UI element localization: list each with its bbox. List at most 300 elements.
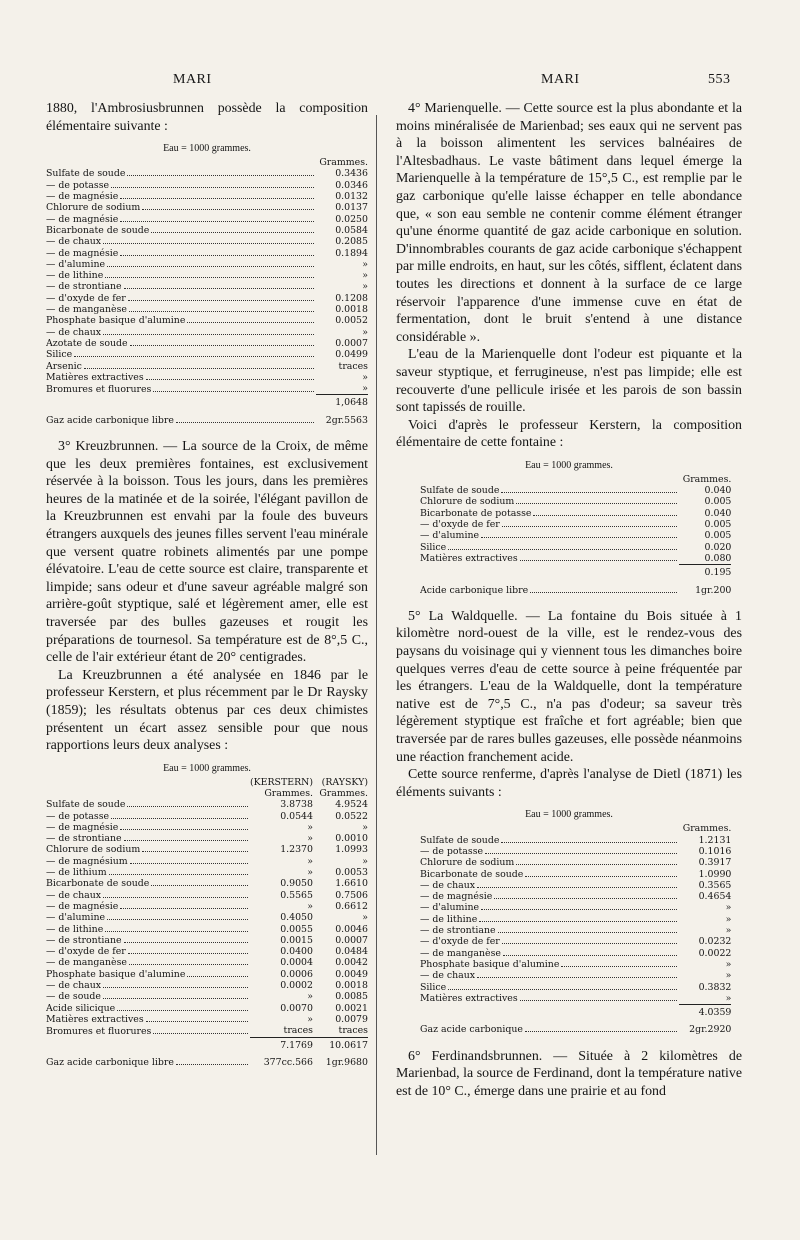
- row-label: — de chaux: [46, 236, 102, 248]
- row-value: 0.0004: [280, 957, 313, 969]
- row-value: »: [725, 913, 732, 925]
- dot-leader: [103, 334, 314, 335]
- table-row: [420, 891, 731, 902]
- table-row: [46, 890, 368, 901]
- row-value: 1.0993: [335, 844, 368, 856]
- row-label: — de magnésie: [46, 900, 119, 912]
- dot-leader: [142, 851, 248, 852]
- table-total: 4.0359: [679, 1005, 731, 1019]
- table-row: [46, 833, 368, 844]
- table-row: [420, 519, 731, 530]
- dot-leader: [120, 255, 314, 256]
- row-label: — de chaux: [420, 879, 476, 891]
- paragraph: La Kreuzbrunnen a été analysée en 1846 par le professeur Kerstern, et plus récemment par le Dr Raysky (1859); les résultats obtenus par ces deux chimistes présentent un écart assez sensible pour que nous rapportions leurs deux analyses :: [46, 667, 368, 754]
- row-value: 0.0484: [335, 946, 368, 958]
- dot-leader: [525, 876, 677, 877]
- table-row: [420, 508, 731, 519]
- table-row: [46, 924, 368, 935]
- dot-leader: [481, 909, 677, 910]
- row-label: — de lithine: [46, 923, 104, 935]
- row-label: — d'alumine: [46, 258, 106, 270]
- table-row: [46, 811, 368, 822]
- row-label: — de chaux: [46, 889, 102, 901]
- table-row: [46, 281, 368, 292]
- row-label: — de potasse: [46, 810, 110, 822]
- row-value: »: [725, 902, 732, 914]
- table-row: [46, 991, 368, 1002]
- table-caption: Eau = 1000 grammes.: [163, 143, 251, 155]
- row-value: 0.5565: [280, 889, 313, 901]
- table-row: [46, 236, 368, 247]
- dot-leader: [107, 266, 314, 267]
- row-value: 0.005: [704, 519, 732, 531]
- row-label: Chlorure de sodium: [46, 844, 141, 856]
- row-value: »: [362, 912, 368, 924]
- row-value: 0.0232: [698, 936, 732, 948]
- table-row: [46, 214, 368, 225]
- dot-leader: [494, 898, 677, 899]
- table-row: [46, 935, 368, 946]
- table-row: [420, 869, 731, 880]
- row-value: 0.1016: [698, 845, 732, 857]
- row-value: »: [362, 371, 368, 383]
- row-label: — de chaux: [46, 326, 102, 338]
- table-row: [46, 327, 368, 338]
- dot-leader: [187, 322, 314, 323]
- dot-leader: [151, 232, 314, 233]
- table-row: [420, 925, 731, 936]
- dot-leader: [109, 874, 248, 875]
- row-value: 0.0002: [280, 980, 313, 992]
- row-value: »: [362, 855, 368, 867]
- gas-value: 2gr.2920: [689, 1024, 732, 1036]
- dot-leader: [130, 345, 314, 346]
- table-row: [46, 878, 368, 889]
- dot-leader: [107, 919, 248, 920]
- row-label: Acide silicique: [46, 1002, 116, 1014]
- row-value: 0.7506: [335, 889, 368, 901]
- table-row: [420, 936, 731, 947]
- table-row: [46, 1014, 368, 1025]
- table-row: [420, 857, 731, 868]
- row-value: 0.4654: [698, 891, 732, 903]
- dot-leader: [142, 209, 314, 210]
- dot-leader: [481, 537, 677, 538]
- dot-leader: [520, 560, 678, 561]
- row-label: Chlorure de sodium: [420, 857, 515, 869]
- row-value: traces: [338, 360, 368, 372]
- table-row: [420, 530, 731, 541]
- table-row: [420, 496, 731, 507]
- row-value: 0.040: [704, 507, 732, 519]
- dot-leader: [128, 300, 314, 301]
- row-value: 0.0070: [280, 1002, 313, 1014]
- row-value: »: [362, 270, 368, 282]
- unit-label: Grammes.: [264, 788, 313, 799]
- row-label: — de chaux: [46, 980, 102, 992]
- table-row: [420, 902, 731, 913]
- row-label: — de strontiane: [46, 934, 122, 946]
- table-row: [46, 259, 368, 270]
- dot-leader: [151, 885, 248, 886]
- table-row: [420, 880, 731, 891]
- row-label: — d'alumine: [420, 530, 480, 542]
- row-label: — de strontiane: [46, 281, 122, 293]
- row-label: — de magnésie: [46, 213, 119, 225]
- table-row: [46, 202, 368, 213]
- composition-table: [420, 474, 731, 596]
- row-label: — de chaux: [420, 970, 476, 982]
- row-label: Bicarbonate de soude: [46, 224, 150, 236]
- row-label: Sulfate de soude: [46, 799, 126, 811]
- unit-label: Grammes.: [319, 157, 368, 169]
- row-label: — d'oxyde de fer: [46, 946, 126, 958]
- row-value: »: [307, 833, 313, 845]
- row-value: 0.9050: [280, 878, 313, 890]
- header-center: MARI: [541, 72, 580, 87]
- row-value: »: [725, 925, 732, 937]
- row-value: 0.0007: [335, 934, 368, 946]
- right-column: [396, 100, 742, 1101]
- row-value: »: [362, 326, 368, 338]
- row-value: 0.0042: [335, 957, 368, 969]
- table-caption: Eau = 1000 grammes.: [525, 809, 613, 821]
- gas-label: Gaz acide carbonique: [420, 1024, 523, 1036]
- row-value: 0.0015: [280, 934, 313, 946]
- paragraph: 4° Marienquelle. — Cette source est la plus abondante et la moins minéralisée de Marienbad; ses eaux qui ne servent pas à la boisson alimentent les services balnéaires de l'Altesbadhaus. Le vaste bâtiment dans lequel émerge la Marienquelle à la température de 15°,5 C., est remplie par le gaz carbonique qu'elle laisse échapper en telle abondance que, « son eau semble ne contenir comme élément étranger qu'une énorme quantité de gaz acide carbonique en solution. D'innombrables courants de gaz acide carbonique s'échappent par mille endroits, en haut, sur les côtés, sifflent, éclatent dans toutes les directions et donnent à la surface de ce large réservoir l'apparence d'une immense cuve en état de fermentation, dont le bruit s'entend à une distance considérable ».: [396, 101, 742, 345]
- row-value: 0.040: [704, 485, 732, 497]
- row-label: Silice: [420, 981, 447, 993]
- table-row: [46, 867, 368, 878]
- row-label: — de lithium: [46, 867, 107, 879]
- table-row: [420, 970, 731, 981]
- unit-label: Grammes.: [319, 788, 368, 799]
- paragraph: 1880, l'Ambrosiusbrunnen possède la composition élémentaire suivante :: [46, 101, 368, 134]
- row-value: 0.3436: [335, 168, 368, 180]
- dot-leader: [502, 526, 678, 527]
- dot-leader: [124, 942, 248, 943]
- table-row: [420, 835, 731, 846]
- row-label: — de strontiane: [46, 833, 122, 845]
- dot-leader: [103, 243, 314, 244]
- table-total: 7.1769: [250, 1037, 313, 1051]
- table-row: [420, 959, 731, 970]
- row-value: 0.0522: [335, 810, 368, 822]
- table-row: [420, 993, 731, 1005]
- row-value: 0.0021: [335, 1002, 368, 1014]
- table-row: [46, 372, 368, 383]
- dot-leader: [485, 853, 677, 854]
- dot-leader: [105, 931, 248, 932]
- row-label: — d'oxyde de fer: [420, 936, 500, 948]
- table-row: [46, 969, 368, 980]
- row-label: — d'oxyde de fer: [420, 519, 500, 531]
- row-value: 0.0052: [335, 315, 368, 327]
- table-row: [46, 1003, 368, 1014]
- table-total: 0.195: [679, 565, 731, 579]
- composition-table: [46, 777, 368, 1068]
- table-row: [46, 822, 368, 833]
- table-row: [46, 957, 368, 968]
- table-row: [46, 293, 368, 304]
- row-label: — de magnésie: [46, 191, 119, 203]
- row-value: 0.0053: [335, 867, 368, 879]
- row-label: Matières extractives: [420, 553, 518, 565]
- unit-label: Grammes.: [682, 823, 732, 835]
- row-label: Silice: [46, 349, 73, 361]
- table-row: [46, 168, 368, 179]
- row-value: 0.0049: [335, 968, 368, 980]
- row-value: 0.0055: [280, 923, 313, 935]
- dot-leader: [130, 863, 248, 864]
- table-row: [420, 982, 731, 993]
- row-value: 0.3832: [698, 981, 732, 993]
- row-value: »: [307, 1013, 313, 1025]
- dot-leader: [103, 987, 248, 988]
- dot-leader: [127, 806, 248, 807]
- row-value: 1.2131: [698, 834, 732, 846]
- dot-leader: [516, 864, 677, 865]
- table-row: [46, 946, 368, 957]
- table-row: [46, 799, 368, 810]
- table-row: [46, 980, 368, 991]
- table-row: [46, 844, 368, 855]
- row-value: 0.005: [704, 496, 732, 508]
- table-total: 10.0617: [313, 1037, 368, 1051]
- dot-leader: [120, 221, 314, 222]
- dot-leader: [448, 989, 677, 990]
- dot-leader: [479, 921, 677, 922]
- row-value: 0.0018: [335, 980, 368, 992]
- dot-leader: [187, 976, 248, 977]
- dot-leader: [503, 955, 677, 956]
- row-label: Sulfate de soude: [420, 485, 500, 497]
- row-label: Matières extractives: [420, 993, 518, 1005]
- dot-leader: [477, 887, 677, 888]
- row-value: 1.0990: [698, 868, 732, 880]
- dot-leader: [74, 356, 314, 357]
- row-label: — de strontiane: [420, 925, 496, 937]
- dot-leader: [448, 549, 677, 550]
- row-label: — de magnésium: [46, 855, 128, 867]
- row-value: »: [307, 821, 313, 833]
- dot-leader: [501, 842, 677, 843]
- row-value: 0.020: [704, 541, 732, 553]
- row-value: »: [307, 867, 313, 879]
- table-row: [46, 361, 368, 372]
- gas-label: Gaz acide carbonique libre: [46, 1056, 174, 1068]
- row-value: 0.080: [704, 552, 732, 564]
- row-value: 0.4050: [280, 912, 313, 924]
- page-number: 553: [708, 72, 731, 87]
- row-value: traces: [338, 1025, 368, 1037]
- table-row: [46, 270, 368, 281]
- table-row: [46, 856, 368, 867]
- table-row: [420, 542, 731, 553]
- row-label: — d'alumine: [46, 912, 106, 924]
- table-row: [46, 225, 368, 236]
- paragraph: 6° Ferdinandsbrunnen. — Située à 2 kilomètres de Marienbad, la source de Ferdinand, dont la température native est de 10° C., émerge dans une prairie et au fond: [396, 1048, 742, 1099]
- gas-value: 377cc.566: [263, 1056, 313, 1068]
- table-row: [46, 912, 368, 923]
- row-label: Silice: [420, 541, 447, 553]
- table-row: [420, 846, 731, 857]
- table-row: [46, 191, 368, 202]
- dot-leader: [105, 277, 314, 278]
- row-value: 1.2370: [280, 844, 313, 856]
- row-value: 3.8738: [280, 799, 313, 811]
- paragraph: Cette source renferme, d'après l'analyse de Dietl (1871) les éléments suivants :: [396, 767, 742, 800]
- composition-table: [46, 157, 368, 426]
- row-label: — de manganèse: [46, 304, 127, 316]
- row-value: 0.0544: [280, 810, 313, 822]
- row-value: 0.005: [704, 530, 732, 542]
- table-row: [46, 180, 368, 191]
- row-value: 0.0046: [335, 923, 368, 935]
- row-value: 0.6612: [335, 900, 368, 912]
- dot-leader: [520, 1000, 678, 1001]
- dot-leader: [111, 818, 248, 819]
- row-value: 0.0018: [335, 304, 368, 316]
- table-caption: Eau = 1000 grammes.: [525, 459, 613, 471]
- dot-leader: [120, 198, 314, 199]
- row-label: Sulfate de soude: [46, 168, 126, 180]
- row-label: — d'oxyde de fer: [46, 292, 126, 304]
- column-header: (KERSTERN): [249, 776, 313, 788]
- row-value: 0.0400: [280, 946, 313, 958]
- dot-leader: [120, 908, 248, 909]
- dot-leader: [120, 829, 248, 830]
- paragraph: Voici d'après le professeur Kerstern, la composition élémentaire de cette fontaine :: [396, 417, 742, 451]
- row-label: Matières extractives: [46, 1013, 144, 1025]
- row-label: — de lithine: [420, 913, 478, 925]
- table-row: [46, 315, 368, 326]
- gas-label: Acide carbonique libre: [420, 584, 529, 596]
- row-value: 0.0499: [335, 349, 368, 361]
- row-value: 0.0085: [335, 991, 368, 1003]
- dot-leader: [153, 1033, 248, 1034]
- column-divider: [376, 115, 377, 1155]
- row-label: Matières extractives: [46, 371, 144, 383]
- row-value: »: [307, 900, 313, 912]
- dot-leader: [498, 932, 678, 933]
- row-value: 1.6610: [335, 878, 368, 890]
- row-value: »: [362, 281, 368, 293]
- row-label: — de lithine: [46, 270, 104, 282]
- row-value: 0.0584: [335, 224, 368, 236]
- row-label: Chlorure de sodium: [46, 202, 141, 214]
- row-value: 0.0132: [335, 191, 368, 203]
- table-row: [46, 338, 368, 349]
- unit-label: Grammes.: [682, 473, 732, 485]
- dot-leader: [124, 288, 314, 289]
- dot-leader: [103, 998, 248, 999]
- table-caption: Eau = 1000 grammes.: [163, 762, 251, 774]
- header-left: MARI: [173, 72, 212, 87]
- row-value: »: [725, 992, 732, 1004]
- dot-leader: [477, 977, 677, 978]
- table-row: [420, 948, 731, 959]
- dot-leader: [128, 953, 248, 954]
- paragraph: 3° Kreuzbrunnen. — La source de la Croix, de même que les deux premières fontaines, est exclusivement réservée à la boisson. Tous les jours, dans les premières heures de la matinée et de la soirée, l'élégant pavillon de la Kreuzbrunnen est envahi par la foule des buveurs étrangers auxquels des jeunes filles servent l'eau minérale que versent quatre robinets alimentés par une pompe élévatoire. L'eau de cette source est claire, transparente et limpide; sans odeur et d'une saveur agréable malgré son arrière-goût styptique, salé et légèrement amer, elle est traversée par des bulles gazeuses et rougit les préparations de tournesol. Sa température est de 8°,5 C., celle de l'air extérieur étant de 20° centigrades.: [46, 439, 368, 666]
- row-label: — de magnésie: [46, 247, 119, 259]
- row-label: Bicarbonate de potasse: [420, 507, 532, 519]
- table-row: [46, 304, 368, 315]
- dot-leader: [516, 503, 677, 504]
- row-label: Phosphate basique d'alumine: [420, 958, 560, 970]
- row-label: — de soude: [46, 991, 101, 1003]
- row-value: 0.3917: [698, 857, 732, 869]
- row-label: — de manganèse: [46, 957, 127, 969]
- dot-leader: [129, 311, 314, 312]
- row-label: Bicarbonate de soude: [46, 878, 150, 890]
- dot-leader: [153, 391, 314, 392]
- table-total: 1,0648: [316, 395, 368, 409]
- row-label: — de potasse: [420, 845, 484, 857]
- row-value: »: [362, 821, 368, 833]
- row-value: »: [307, 855, 313, 867]
- row-label: Bicarbonate de soude: [420, 868, 524, 880]
- row-value: 0.0079: [335, 1013, 368, 1025]
- row-value: 0.2085: [335, 236, 368, 248]
- row-label: Sulfate de soude: [420, 834, 500, 846]
- row-label: Bromures et fluorures: [46, 383, 152, 395]
- row-label: — d'alumine: [420, 902, 480, 914]
- row-label: Azotate de soude: [46, 337, 128, 349]
- row-value: 0.1208: [335, 292, 368, 304]
- row-label: Bromures et fluorures: [46, 1025, 152, 1037]
- left-column: [46, 100, 368, 1068]
- composition-table: [420, 823, 731, 1035]
- paragraph: L'eau de la Marienquelle dont l'odeur est piquante et la saveur styptique, et ferrugineuse, n'est pas limpide; elle est recouverte d'une pellicule irisée et les parois de son bassin sont tapissés de rouille.: [396, 347, 742, 416]
- dot-leader: [533, 515, 677, 516]
- gas-value: 1gr.9680: [325, 1056, 368, 1068]
- row-value: 0.0022: [698, 947, 732, 959]
- dot-leader: [502, 943, 678, 944]
- row-value: »: [362, 258, 368, 270]
- dot-leader: [129, 964, 248, 965]
- dot-leader: [146, 1021, 248, 1022]
- row-value: 0.1894: [335, 247, 368, 259]
- dot-leader: [146, 379, 314, 380]
- dot-leader: [127, 175, 314, 176]
- row-label: — de manganèse: [420, 947, 501, 959]
- row-value: 0.0250: [335, 213, 368, 225]
- row-value: traces: [283, 1025, 313, 1037]
- dot-leader: [103, 897, 248, 898]
- gas-value: 1gr.200: [695, 584, 732, 596]
- column-header: (RAYSKY): [321, 776, 368, 788]
- paragraph: 5° La Waldquelle. — La fontaine du Bois située à 1 kilomètre nord-ouest de la ville, est le rendez-vous des paysans du voisinage qui y viennent tous les dimanches boire quelques verres d'eau de cette source à peine fréquentée par les étrangers. L'eau de la Waldquelle, dont la température native est de 7°,5 C., n'a pas d'odeur; sa saveur très légèrement styptique est fraîche et fort agréable; bien que traversée par de rares bulles gazeuses, elle possède néanmoins une réaction franchement acide.: [396, 608, 742, 765]
- dot-leader: [501, 492, 677, 493]
- row-value: 0.0137: [335, 202, 368, 214]
- dot-leader: [84, 368, 314, 369]
- row-label: Chlorure de sodium: [420, 496, 515, 508]
- table-row: [46, 349, 368, 360]
- row-value: »: [362, 383, 368, 395]
- dot-leader: [124, 840, 248, 841]
- row-value: 0.0006: [280, 968, 313, 980]
- dot-leader: [561, 966, 677, 967]
- row-value: 0.3565: [698, 879, 732, 891]
- table-row: [46, 383, 368, 395]
- table-row: [46, 1025, 368, 1037]
- row-label: Phosphate basique d'alumine: [46, 315, 186, 327]
- gas-label: Gaz acide carbonique libre: [46, 414, 174, 426]
- dot-leader: [111, 187, 314, 188]
- row-value: 4.9524: [335, 799, 368, 811]
- row-value: 0.0010: [335, 833, 368, 845]
